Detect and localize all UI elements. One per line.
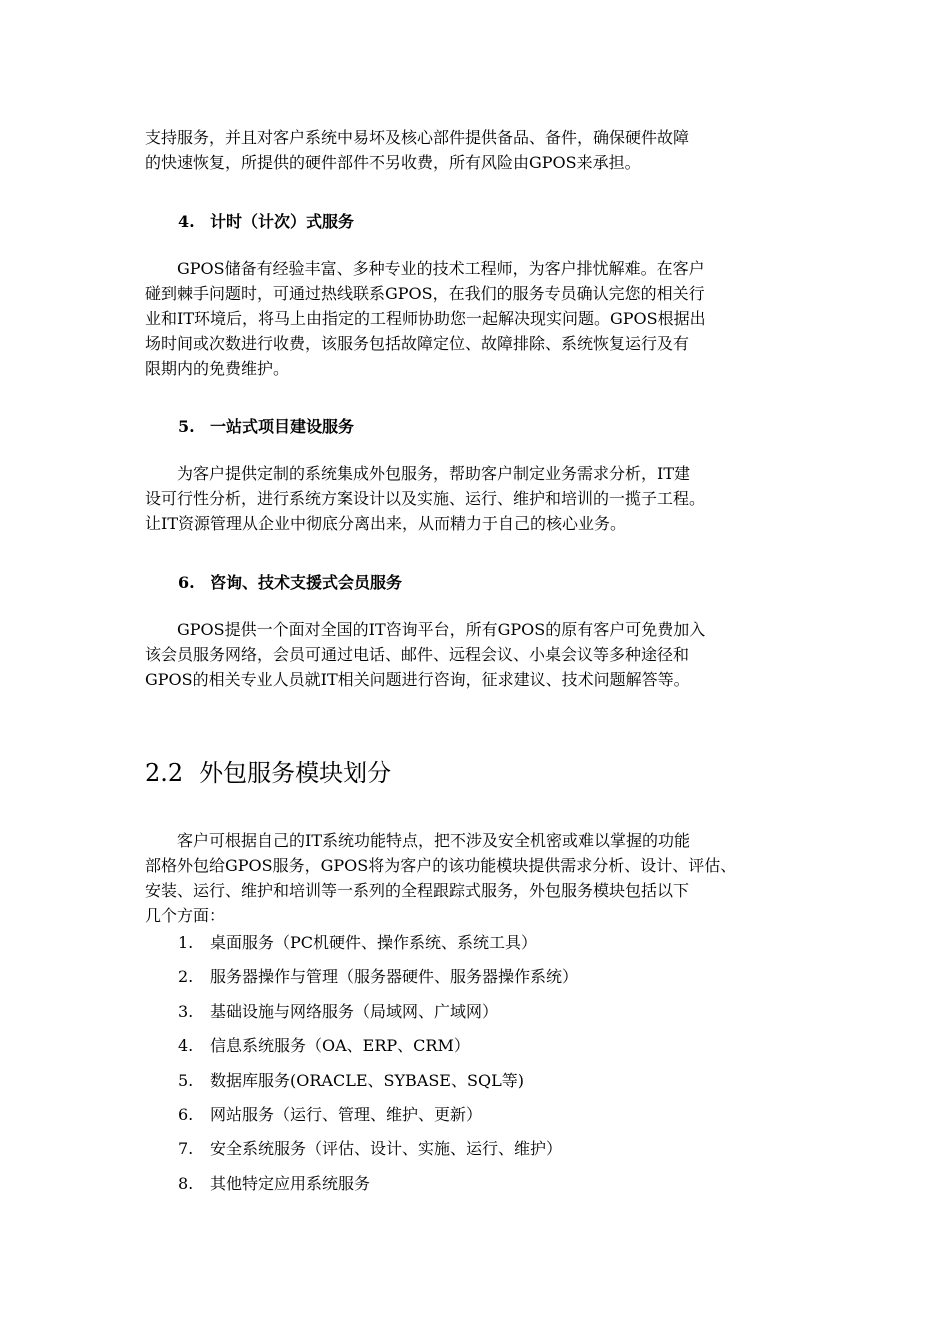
paragraph-line: 该会员服务网络，会员可通过电话、邮件、远程会议、小桌会议等多种途径和 [145,645,690,664]
item-heading-6 [178,572,402,594]
item-heading-5 [178,416,354,438]
list-number: 4. [178,1036,194,1056]
list-item [178,1068,578,1102]
list-number: 5. [178,1070,194,1090]
list-number: 7. [178,1139,194,1159]
intro-paragraph [145,125,805,175]
paragraph-line: 客户可根据自己的IT系统功能特点，把不涉及安全机密或难以掌握的功能 [145,831,690,850]
list-text: 安全系统服务（评估、设计、实施、运行、维护） [210,1139,563,1159]
list-item [178,1171,578,1205]
section-paragraph [145,828,805,928]
list-text: 桌面服务（PC机硬件、操作系统、系统工具） [210,933,538,952]
paragraph-line: 业和IT环境后，将马上由指定的工程师协助您一起解决现实问题。GPOS根据出 [145,309,706,328]
paragraph-line: 限期内的免费维护。 [145,359,290,378]
paragraph-line: 设可行性分析，进行系统方案设计以及实施、运行、维护和培训的一揽子工程。 [145,489,706,508]
item-heading-4 [178,211,354,233]
item-title: 一站式项目建设服务 [210,417,355,436]
paragraph-line: 几个方面： [145,906,226,925]
item-number: 4. [178,212,195,231]
paragraph-line: GPOS提供一个面对全国的IT咨询平台，所有GPOS的原有客户可免费加入 [145,620,706,639]
list-text: 服务器操作与管理（服务器硬件、服务器操作系统） [210,967,579,987]
list-text: 数据库服务(ORACLE、SYBASE、SQL等) [210,1070,524,1090]
item-title: 计时（计次）式服务 [210,212,355,231]
list-item [178,1102,578,1136]
section-title [145,757,391,789]
paragraph-line: 为客户提供定制的系统集成外包服务，帮助客户制定业务需求分析，IT建 [145,464,690,483]
list-text: 信息系统服务（OA、ERP、CRM） [210,1036,470,1056]
list-item [178,964,578,998]
list-text: 基础设施与网络服务（局域网、广域网） [210,1001,499,1021]
paragraph-line: 碰到棘手问题时，可通过热线联系GPOS，在我们的服务专员确认完您的相关行 [145,284,705,303]
paragraph-line: 安装、运行、维护和培训等一系列的全程跟踪式服务，外包服务模块包括以下 [145,881,690,900]
paragraph-line: GPOS储备有经验丰富、多种专业的技术工程师，为客户排忧解难。在客户 [145,259,705,278]
list-item [178,1033,578,1067]
list-number: 6. [178,1104,194,1124]
paragraph-line: 的快速恢复，所提供的硬件部件不另收费，所有风险由GPOS来承担。 [145,153,641,172]
paragraph-line: 场时间或次数进行收费，该服务包括故障定位、故障排除、系统恢复运行及有 [145,334,690,353]
item-number: 6. [178,573,195,592]
module-list [178,930,578,1205]
paragraph-line: 部格外包给GPOS服务，GPOS将为客户的该功能模块提供需求分析、设计、评估、 [145,856,737,875]
list-item [178,999,578,1033]
list-number: 1. [178,933,194,952]
paragraph-line: 支持服务，并且对客户系统中易坏及核心部件提供备品、备件，确保硬件故障 [145,128,690,147]
item-paragraph-6 [145,617,805,692]
list-item [178,1136,578,1170]
list-number: 2. [178,967,194,987]
item-title: 咨询、技术支援式会员服务 [210,573,403,592]
section-number: 2.2 [145,759,184,787]
item-paragraph-5 [145,461,805,536]
paragraph-line: GPOS的相关专业人员就IT相关问题进行咨询，征求建议、技术问题解答等。 [145,670,690,689]
list-text: 其他特定应用系统服务 [210,1173,371,1193]
list-number: 3. [178,1001,194,1021]
item-number: 5. [178,417,195,436]
paragraph-line: 让IT资源管理从企业中彻底分离出来，从而精力于自己的核心业务。 [145,514,626,533]
section-title-text: 外包服务模块划分 [199,759,392,787]
list-number: 8. [178,1173,194,1193]
list-text: 网站服务（运行、管理、维护、更新） [210,1104,483,1124]
item-paragraph-4 [145,256,805,381]
list-item [178,930,578,964]
